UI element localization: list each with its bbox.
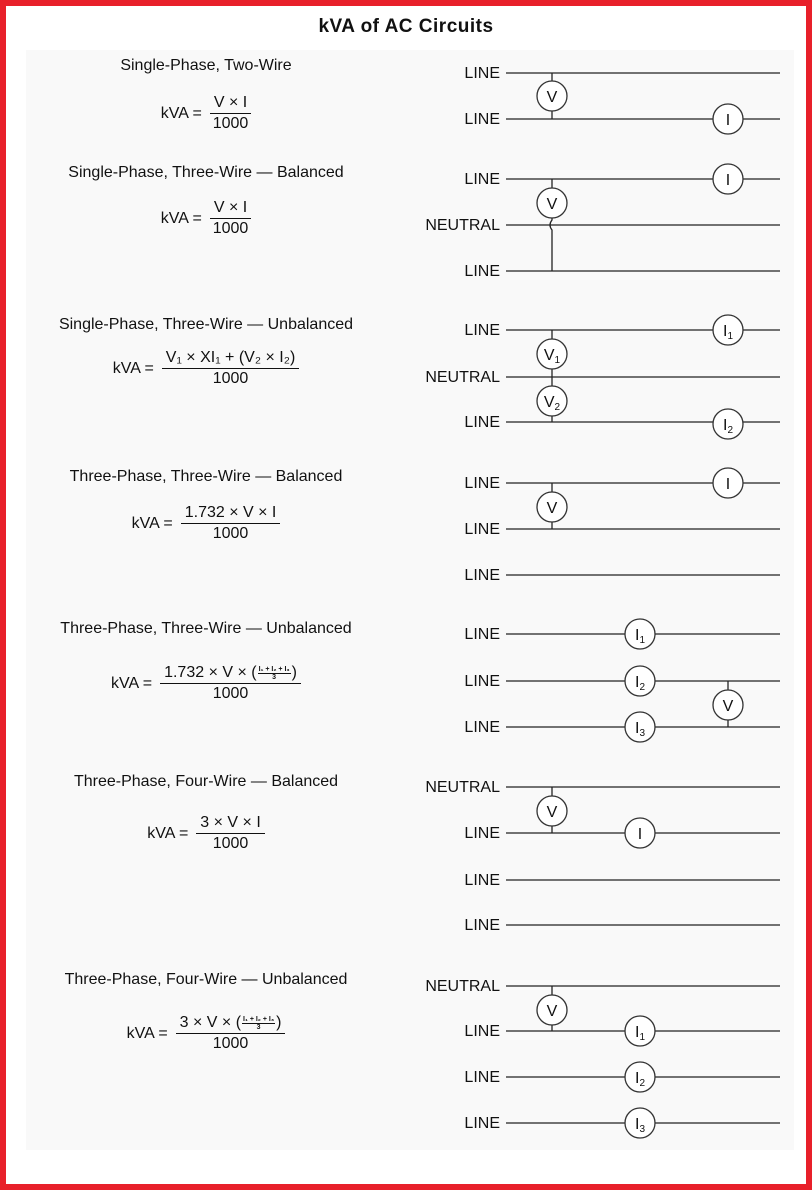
fraction bbox=[210, 94, 251, 133]
meter-subscript: 2 bbox=[639, 682, 646, 693]
meter-subscript: 1 bbox=[639, 1032, 646, 1043]
formula bbox=[21, 94, 391, 133]
meter-subscript: 2 bbox=[727, 425, 734, 436]
numerator-text: 1.732 × V × ( bbox=[164, 664, 257, 681]
formula-lhs: kVA = bbox=[112, 359, 154, 377]
meter-subscript: 1 bbox=[554, 355, 561, 366]
page-title: kVA of AC Circuits bbox=[318, 16, 494, 37]
formula-denominator: 1000 bbox=[212, 220, 249, 237]
wire-label: LINE bbox=[464, 322, 500, 339]
numerator-text: V × I bbox=[213, 94, 248, 111]
meter-label: V bbox=[546, 89, 558, 106]
formula-numerator bbox=[160, 664, 301, 684]
section-title: Single-Phase, Two-Wire bbox=[120, 57, 292, 74]
formula-numerator bbox=[210, 199, 251, 219]
fraction bbox=[196, 814, 264, 853]
formula-lhs: kVA = bbox=[111, 674, 153, 692]
formula-lhs: kVA = bbox=[131, 514, 173, 532]
meter-subscript: 2 bbox=[554, 402, 561, 413]
circuit-diagrams bbox=[6, 6, 806, 1184]
formula-denominator: 1000 bbox=[212, 685, 249, 702]
meter-subscript: 3 bbox=[639, 1124, 646, 1135]
wire-label: LINE bbox=[464, 111, 500, 128]
formula-lhs: kVA = bbox=[126, 1024, 168, 1042]
formula bbox=[21, 664, 391, 703]
formula-denominator: 1000 bbox=[212, 525, 249, 542]
formula bbox=[21, 199, 391, 238]
fraction bbox=[181, 504, 281, 543]
meter-label: I2 bbox=[634, 1070, 646, 1089]
numerator-text: V₁ × XI₁ + (V₂ × I₂) bbox=[165, 349, 296, 366]
formula-numerator bbox=[162, 349, 299, 369]
numerator-text: 1.732 × V × I bbox=[184, 504, 277, 521]
meter-label: I2 bbox=[722, 417, 734, 436]
wire-label: LINE bbox=[464, 719, 500, 736]
numerator-suffix: ) bbox=[291, 664, 297, 681]
formula-denominator: 1000 bbox=[212, 370, 249, 387]
meter-label: I1 bbox=[722, 323, 734, 342]
inner-numerator: I₁ + I₂ + I₃ bbox=[258, 665, 290, 673]
numerator-text: 3 × V × ( bbox=[179, 1014, 242, 1031]
meter-label: I bbox=[725, 476, 731, 493]
meter-label: I bbox=[725, 172, 731, 189]
meter-label: I3 bbox=[634, 1116, 646, 1135]
meter-label: V bbox=[722, 698, 734, 715]
meter-subscript: 3 bbox=[639, 728, 646, 739]
wire-label: LINE bbox=[464, 917, 500, 934]
section-title: Three-Phase, Three-Wire — Unbalanced bbox=[60, 620, 352, 637]
section-title: Single-Phase, Three-Wire — Balanced bbox=[68, 164, 344, 181]
formula bbox=[21, 1014, 391, 1053]
wire-label: LINE bbox=[464, 626, 500, 643]
meter-subscript: 2 bbox=[639, 1078, 646, 1089]
wire-label: LINE bbox=[464, 171, 500, 188]
wire-label: NEUTRAL bbox=[425, 779, 500, 796]
formula-numerator bbox=[181, 504, 281, 524]
meter-label: I3 bbox=[634, 720, 646, 739]
meter-label: V bbox=[546, 196, 558, 213]
meter-label: I1 bbox=[634, 1024, 646, 1043]
wire-label: NEUTRAL bbox=[425, 978, 500, 995]
wire-label: LINE bbox=[464, 521, 500, 538]
wire-label: LINE bbox=[464, 263, 500, 280]
formula-numerator bbox=[176, 1014, 286, 1034]
numerator-text: 3 × V × I bbox=[200, 814, 261, 831]
fraction bbox=[176, 1014, 286, 1053]
formula-numerator bbox=[210, 94, 251, 114]
wire-label: LINE bbox=[464, 1115, 500, 1132]
formula-numerator bbox=[196, 814, 264, 834]
meter-label: V1 bbox=[543, 347, 561, 366]
meter-label: V bbox=[546, 1003, 558, 1020]
formula-lhs: kVA = bbox=[160, 104, 202, 122]
inner-fraction bbox=[258, 666, 291, 681]
meter-label: V bbox=[546, 500, 558, 517]
meter-label: V2 bbox=[543, 394, 561, 413]
inner-denominator: 3 bbox=[272, 673, 277, 681]
wire-label: LINE bbox=[464, 673, 500, 690]
inner-denominator: 3 bbox=[256, 1023, 261, 1031]
fraction bbox=[210, 199, 251, 238]
formula bbox=[21, 504, 391, 543]
wire-label: LINE bbox=[464, 567, 500, 584]
meter-label: I bbox=[637, 826, 643, 843]
wire-label: NEUTRAL bbox=[425, 217, 500, 234]
wire-label: LINE bbox=[464, 1069, 500, 1086]
meter-label: I bbox=[725, 112, 731, 129]
wire-label: LINE bbox=[464, 65, 500, 82]
section-title: Three-Phase, Four-Wire — Balanced bbox=[73, 773, 339, 790]
meter-label: I1 bbox=[634, 627, 646, 646]
fraction bbox=[160, 664, 301, 703]
section-title: Three-Phase, Four-Wire — Unbalanced bbox=[64, 971, 348, 988]
formula bbox=[21, 814, 391, 853]
wire-label: LINE bbox=[464, 1023, 500, 1040]
inner-fraction bbox=[242, 1016, 275, 1031]
fraction bbox=[162, 349, 299, 388]
wire-label: LINE bbox=[464, 825, 500, 842]
wire-label: NEUTRAL bbox=[425, 369, 500, 386]
meter-label: I2 bbox=[634, 674, 646, 693]
formula-denominator: 1000 bbox=[212, 115, 249, 132]
formula-denominator: 1000 bbox=[212, 1035, 249, 1052]
meter-label: V bbox=[546, 804, 558, 821]
meter-subscript: 1 bbox=[639, 635, 646, 646]
wire-label: LINE bbox=[464, 872, 500, 889]
section-title: Three-Phase, Three-Wire — Balanced bbox=[69, 468, 343, 485]
inner-numerator: I₁ + I₂ + I₃ bbox=[243, 1015, 275, 1023]
section-title: Single-Phase, Three-Wire — Unbalanced bbox=[58, 316, 354, 333]
wire-label: LINE bbox=[464, 475, 500, 492]
wire-label: LINE bbox=[464, 414, 500, 431]
numerator-suffix: ) bbox=[276, 1014, 282, 1031]
formula-denominator: 1000 bbox=[212, 835, 249, 852]
formula bbox=[21, 349, 391, 388]
formula-lhs: kVA = bbox=[147, 824, 189, 842]
formula-lhs: kVA = bbox=[160, 209, 202, 227]
meter-subscript: 1 bbox=[727, 331, 734, 342]
numerator-text: V × I bbox=[213, 199, 248, 216]
